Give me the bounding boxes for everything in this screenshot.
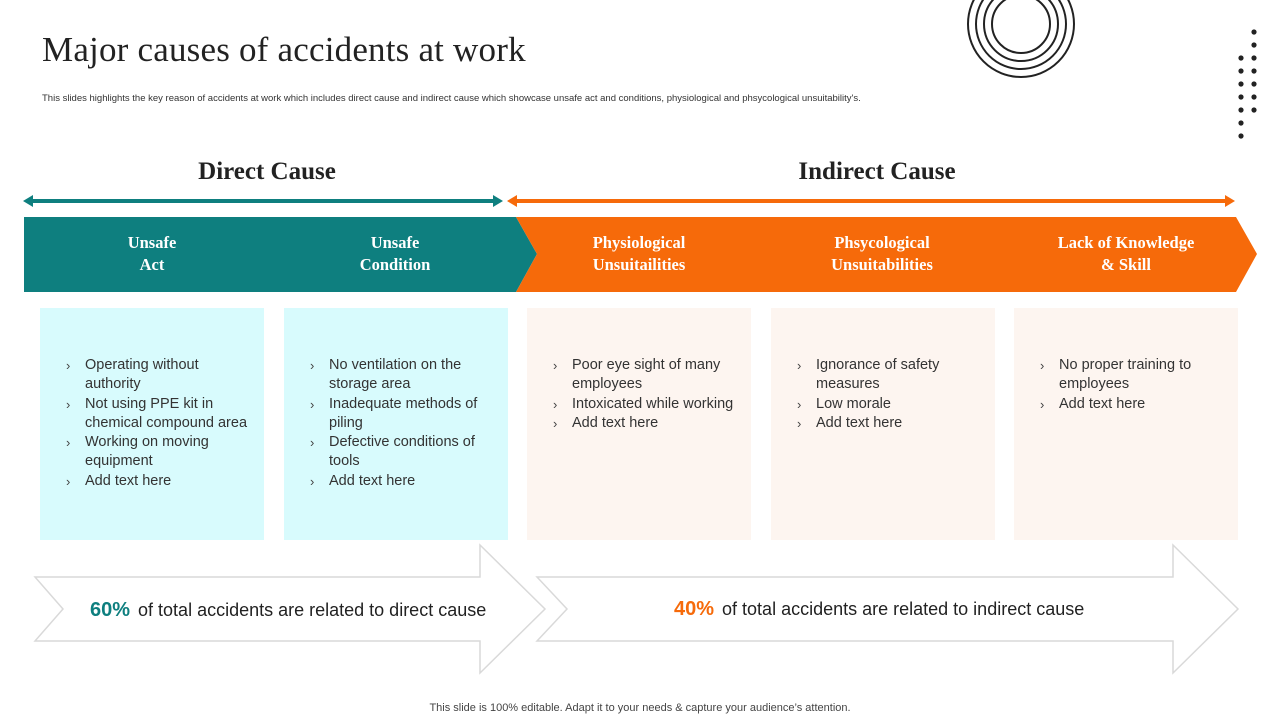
chevron-right-icon: › (797, 415, 802, 431)
indirect-stat-percent: 40% (674, 598, 715, 620)
list-item-text: Add text here (1059, 395, 1146, 412)
chevron-right-icon: › (1040, 358, 1045, 373)
list-item-text: Operating without authority (85, 357, 199, 393)
column-label-knowledge-skill: Lack of Knowledge & Skill (1057, 233, 1195, 274)
column-label-physiological: Physiological Unsuitailities (592, 233, 686, 274)
chevron-right-icon: › (310, 358, 315, 373)
direct-stat (90, 599, 486, 622)
list-item-text: Add text here (572, 414, 659, 431)
list-item-text: Working on moving equipment (85, 434, 209, 470)
indirect-stat-text: of total accidents are related to indirect cause (722, 599, 1085, 619)
direct-stat-percent: 60% (90, 599, 131, 621)
list-item-text: Defective conditions of tools (329, 434, 475, 470)
chevron-right-icon: › (310, 435, 315, 451)
list-item-text: Intoxicated while working (572, 395, 734, 412)
direct-stat-text: of total accidents are related to direct cause (138, 600, 487, 620)
column-label-unsafe-condition: Unsafe Condition (359, 233, 431, 274)
chevron-right-icon: › (66, 396, 71, 412)
list-item-text: No proper training to employees (1059, 357, 1192, 393)
page-subtitle: This slides highlights the key reason of accidents at work which includes direct cause and indirect cause which showcase unsafe act and conditions, physiological and phsycological unsuitability's. (42, 93, 861, 104)
list-item-text: Inadequate methods of piling (329, 395, 478, 431)
list-item-text: Add text here (329, 472, 416, 489)
list-item-text: Ignorance of safety measures (816, 357, 940, 393)
chevron-right-icon: › (797, 358, 802, 373)
chevron-right-icon: › (1040, 396, 1045, 412)
page-title: Major causes of accidents at work (42, 30, 526, 69)
list-item-text: Add text here (816, 414, 903, 431)
indirect-cause-heading: Indirect Cause (798, 158, 956, 185)
list-item-text: No ventilation on the storage area (329, 357, 462, 393)
chevron-right-icon: › (797, 396, 802, 412)
column-label-phsycological: Phsycological Unsuitabilities (831, 233, 933, 274)
footer-note: This slide is 100% editable. Adapt it to your needs & capture your audience’s attention. (429, 702, 851, 714)
direct-cause-heading: Direct Cause (198, 158, 336, 185)
chevron-right-icon: › (66, 473, 71, 489)
chevron-right-icon: › (310, 396, 315, 412)
chevron-right-icon: › (553, 396, 558, 412)
chevron-right-icon: › (553, 415, 558, 431)
list-item-text: Add text here (85, 472, 172, 489)
column-label-unsafe-act: Unsafe Act (127, 233, 177, 274)
indirect-stat (674, 598, 1084, 621)
chevron-right-icon: › (553, 358, 558, 373)
chevron-right-icon: › (310, 473, 315, 489)
chevron-right-icon: › (66, 435, 71, 451)
list-item-text: Poor eye sight of many employees (572, 357, 721, 393)
list-item-text: Not using PPE kit in chemical compound area (85, 395, 248, 431)
chevron-right-icon: › (66, 358, 71, 373)
list-item-text: Low morale (816, 395, 891, 412)
